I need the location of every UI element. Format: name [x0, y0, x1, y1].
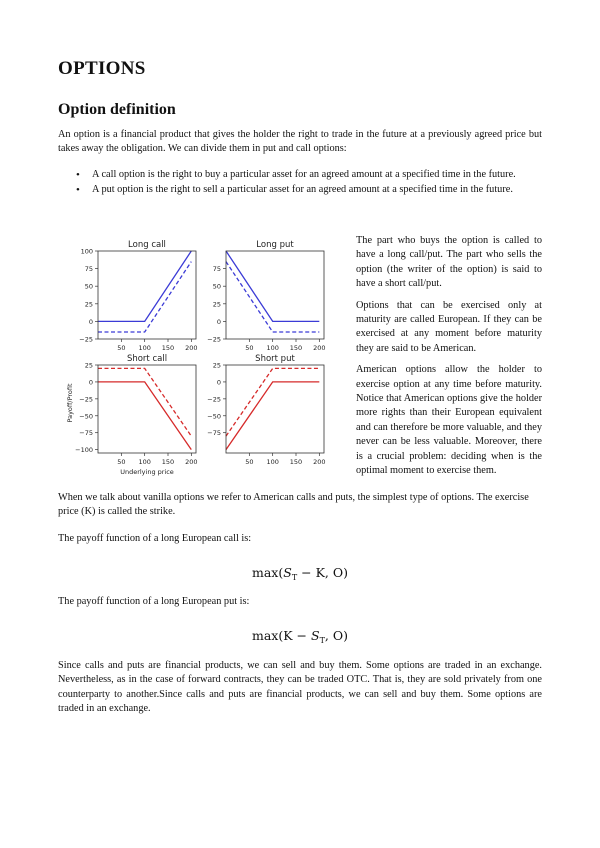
- section-heading: Option definition: [58, 101, 176, 118]
- series-line-profit: [226, 368, 319, 436]
- y-tick-label: 0: [88, 317, 93, 326]
- y-tick-label: −25: [79, 395, 93, 404]
- closing-paragraph: Since calls and puts are financial products, we can sell and buy them. Some options are traded in an exchange. Nevertheless, as in the case of forward contracts, they can be traded OTC. That is, they are sold privately from one counterparty to another.Since calls and puts are financial products, we can sell and buy them. Some options are traded in an exchange.: [58, 660, 542, 715]
- series-line-payoff: [226, 251, 319, 321]
- series-line-payoff: [98, 251, 191, 321]
- x-tick-label: 100: [138, 344, 151, 352]
- x-tick-label: 150: [289, 458, 303, 466]
- y-tick-label: 25: [84, 361, 93, 370]
- x-tick-label: 100: [266, 344, 279, 352]
- y-tick-label: −25: [207, 335, 221, 344]
- x-tick-label: 200: [313, 458, 326, 466]
- side-paragraph: American options allow the holder to exercise option at any time before maturity. Notice that American options give the holder more rights than their European equivalent and can therefore be more valuable, and they never can be less valuable. Moreover, there is a crucial problem: deciding when is the optimal moment to exercise them.: [356, 364, 542, 477]
- x-axis-label: Underlying price: [120, 468, 174, 476]
- x-tick-label: 100: [266, 458, 279, 466]
- x-tick-label: 50: [245, 344, 254, 352]
- x-tick-label: 200: [185, 458, 198, 466]
- y-tick-label: −25: [79, 335, 93, 344]
- list-item: • A call option is the right to buy a particular asset for an agreed amount at a specified time in the future.: [58, 168, 542, 182]
- y-tick-label: 50: [84, 282, 93, 291]
- long-call-formula-label: The payoff function of a long European call is:: [58, 533, 252, 544]
- long-put-formula: $\max(K - S_T$, O): [252, 628, 348, 645]
- y-tick-label: −25: [207, 395, 221, 404]
- y-tick-label: 25: [84, 300, 93, 309]
- x-tick-label: 150: [289, 344, 303, 352]
- y-tick-label: 100: [80, 247, 93, 256]
- chart-title: Long put: [256, 240, 294, 250]
- plot-frame: [226, 365, 324, 453]
- y-tick-label: 0: [216, 317, 221, 326]
- y-tick-label: −50: [207, 412, 221, 421]
- side-paragraph: The part who buys the option is called to have a long call/put. The part who sells the option (the writer of the option) is said to have a short call/put.: [356, 235, 542, 290]
- page-title: OPTIONS: [58, 58, 146, 79]
- y-tick-label: 25: [212, 361, 221, 370]
- side-paragraph: Options that can be exercised only at maturity are called European. If they can be exercised at any moment before maturity they are said to be American.: [356, 299, 542, 354]
- series-line-profit: [98, 368, 191, 436]
- plot-frame: [226, 251, 324, 339]
- y-tick-label: 75: [212, 265, 221, 274]
- chart-title: Long call: [128, 240, 166, 250]
- y-tick-label: −50: [79, 412, 93, 421]
- y-axis-label: Payoff/Profit: [66, 383, 74, 423]
- list-item: • A put option is the right to sell a particular asset for an agreed amount at a specified time in the future.: [58, 183, 542, 197]
- chart-title: Short put: [255, 354, 295, 364]
- option-types-list: [58, 168, 542, 199]
- long-put-formula-label: The payoff function of a long European put is:: [58, 596, 250, 607]
- x-tick-label: 150: [161, 458, 175, 466]
- x-tick-label: 200: [313, 344, 326, 352]
- y-tick-label: −100: [75, 446, 93, 455]
- chart-title: Short call: [126, 354, 168, 364]
- vanilla-paragraph: When we talk about vanilla options we refer to American calls and puts, the simplest type of options. The exercise price (K) is called the strike.: [58, 492, 529, 518]
- x-tick-label: 50: [245, 458, 254, 466]
- payoff-charts-figure: [64, 235, 348, 485]
- series-line-payoff: [226, 382, 319, 450]
- plot-frame: [98, 251, 196, 339]
- x-tick-label: 200: [185, 344, 198, 352]
- y-tick-label: 0: [216, 378, 221, 387]
- side-text: [356, 234, 542, 486]
- long-call-formula: $\max(S_T - K$, O): [252, 565, 348, 582]
- plot-frame: [98, 365, 196, 453]
- y-tick-label: 75: [84, 265, 93, 274]
- y-tick-label: −75: [207, 429, 221, 438]
- y-tick-label: 50: [212, 282, 221, 291]
- y-tick-label: 0: [88, 378, 93, 387]
- y-tick-label: −75: [79, 429, 93, 438]
- x-tick-label: 100: [138, 458, 151, 466]
- intro-paragraph: An option is a financial product that gives the holder the right to trade in the future at a previously agreed price but takes away the obligation. We can divide them in put and call options:: [58, 129, 542, 155]
- x-tick-label: 50: [117, 458, 126, 466]
- y-tick-label: 25: [212, 300, 221, 309]
- x-tick-label: 50: [117, 344, 126, 352]
- x-tick-label: 150: [161, 344, 175, 352]
